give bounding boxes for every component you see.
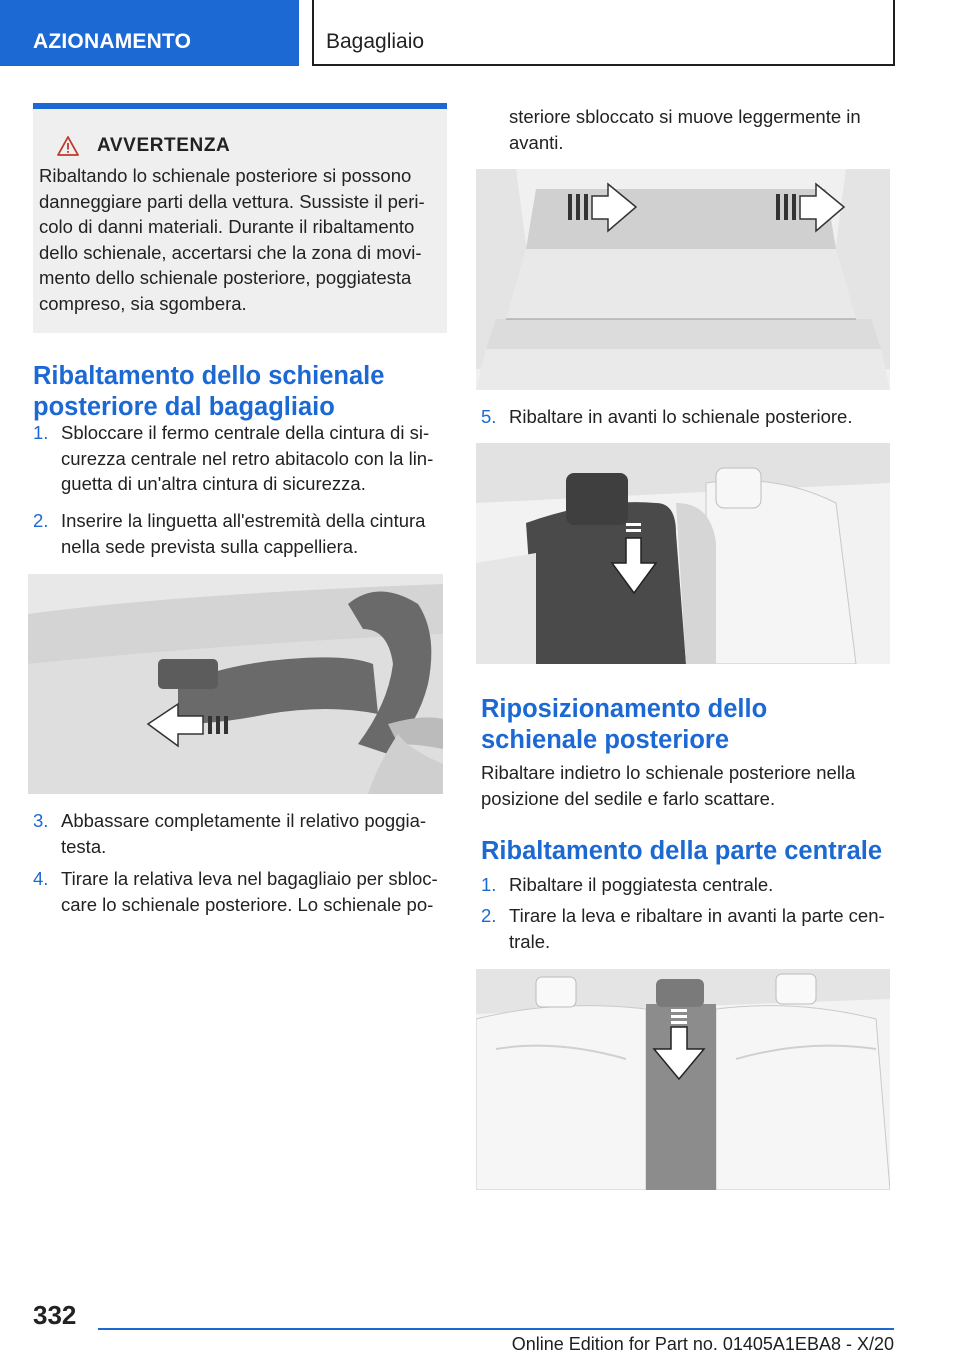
warning-line: Ribaltando lo schienale posteriore si possono bbox=[39, 165, 412, 186]
list-item-step-2: 2. Inserire la linguetta all'estremità della cintura nella sede prevista sulla cappelliera. bbox=[33, 510, 426, 557]
footer-edition: Online Edition for Part no. 01405A1EBA8 - X/20 bbox=[511, 1334, 894, 1354]
warning-title: AVVERTENZA bbox=[97, 135, 231, 156]
illustration-fold-center-section bbox=[476, 969, 890, 1190]
step-4-continued-text: steriore sbloccato si muove leggermente in avanti. bbox=[509, 106, 861, 153]
section-heading-fold-from-trunk: Ribaltamento dello schienale posteriore dal bagagliaio bbox=[33, 362, 385, 421]
warning-box bbox=[33, 103, 447, 333]
section-heading-reposition-backrest: Riposizionamento dello schienale posteriore bbox=[481, 695, 768, 754]
page-number: 332 bbox=[33, 1300, 77, 1330]
list-item-step-1: 1. Sbloccare il fermo centrale della cintura di si- curezza centrale nel retro abitacolo con la lin- guetta di un'altra cintura di sicurezza. bbox=[33, 422, 434, 495]
illustration-fold-backrest-forward bbox=[476, 443, 890, 664]
section-heading-fold-center-section: Ribaltamento della parte centrale bbox=[481, 837, 883, 865]
warning-triangle-icon bbox=[57, 136, 79, 156]
list-item-step-5: 5. Ribaltare in avanti lo schienale posteriore. bbox=[481, 406, 853, 427]
list-item-step-3: 3. Abbassare completamente il relativo poggia- testa. bbox=[33, 810, 427, 857]
illustration-trunk-release-levers bbox=[476, 169, 890, 390]
list-item-center-step-2: 2. Tirare la leva e ribaltare in avanti la parte cen- trale. bbox=[481, 905, 885, 952]
illustration-belt-tongue-parcel-shelf bbox=[28, 574, 443, 794]
warning-text bbox=[39, 163, 439, 317]
reposition-instructions: Ribaltare indietro lo schienale posteriore nella posizione del sedile e farlo scattare. bbox=[481, 762, 856, 809]
warning-line: compreso, sia sgombera. bbox=[39, 292, 247, 314]
warning-header bbox=[57, 135, 439, 157]
footer-divider bbox=[98, 1328, 894, 1330]
warning-line: mento dello schienale posteriore, poggiatesta bbox=[39, 267, 412, 289]
header-section-label: AZIONAMENTO bbox=[0, 0, 299, 66]
warning-line: danneggiare parti della vettura. Sussiste il peri- bbox=[39, 190, 425, 212]
header-page-title: Bagagliaio bbox=[312, 0, 895, 66]
warning-line: dello schienale, accertarsi che la zona di movi- bbox=[39, 241, 422, 263]
list-item-step-4: 4. Tirare la relativa leva nel bagagliaio per sbloc- care lo schienale posteriore. Lo schienale po- bbox=[33, 868, 438, 915]
list-item-center-step-1: 1. Ribaltare il poggiatesta centrale. bbox=[481, 874, 774, 895]
warning-line: colo di danni materiali. Durante il ribaltamento bbox=[39, 216, 415, 238]
